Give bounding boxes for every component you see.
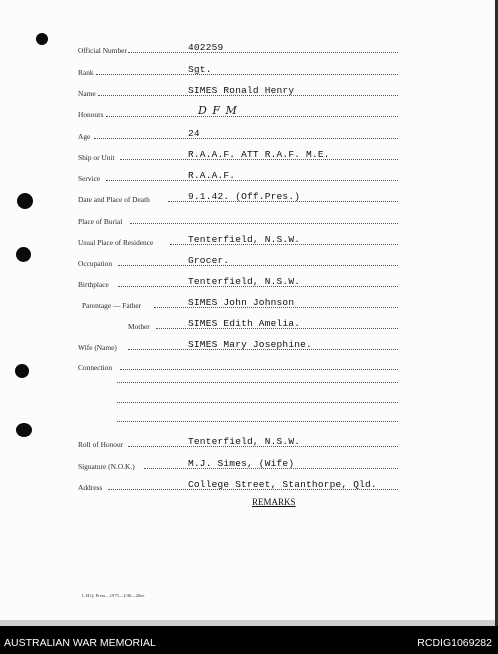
field-label: Connection: [78, 363, 113, 372]
field-occupation: [78, 252, 398, 268]
field-roll-of-honour: [78, 433, 398, 449]
field-value: College Street, Stanthorpe, Qld.: [188, 479, 377, 490]
field-label: Roll of Honour: [78, 440, 124, 449]
dotted-leader: [128, 52, 398, 53]
field-place-of-burial: [78, 210, 398, 226]
field-value: SIMES John Johnson: [188, 297, 295, 308]
field-value: R.A.A.F. ATT R.A.F. M.E.: [188, 149, 330, 160]
field-birthplace: [78, 273, 398, 289]
punch-hole: [16, 423, 32, 437]
field-honours: [78, 103, 398, 119]
field-label: Rank: [78, 68, 94, 77]
field-connection: [78, 356, 398, 372]
field-address: [78, 476, 398, 492]
dotted-leader: [118, 265, 398, 266]
dotted-leader: [106, 180, 398, 181]
field-label: Official Number: [78, 46, 127, 55]
field-value: Tenterfield, N.S.W.: [188, 234, 301, 245]
archive-footer: [0, 626, 498, 654]
field-value: Sgt.: [188, 64, 212, 75]
field-label: Usual Place of Residence: [78, 238, 154, 247]
field-name: [78, 82, 398, 98]
field-label: Birthplace: [78, 280, 109, 289]
field-label: Place of Burial: [78, 217, 123, 226]
field-label: Parentage — Father: [82, 301, 142, 310]
field-value: R.A.A.F.: [188, 170, 236, 181]
punch-hole: [36, 33, 48, 45]
field-label: Signature (N.O.K.): [78, 462, 135, 471]
field-value: SIMES Ronald Henry: [188, 85, 295, 96]
field-value: M.J. Simes, (Wife): [188, 458, 295, 469]
field-mother: [78, 315, 398, 331]
field-label: Occupation: [78, 259, 113, 268]
remarks-heading: REMARKS: [252, 497, 296, 507]
dotted-leader: [96, 74, 398, 75]
connection-line: [117, 421, 398, 422]
field-value: Tenterfield, N.S.W.: [188, 276, 301, 287]
field-date-place-death: [78, 188, 398, 204]
connection-line: [117, 382, 398, 383]
field-label: Address: [78, 483, 103, 492]
field-label: Wife (Name): [78, 343, 117, 352]
field-rank: [78, 61, 398, 77]
field-value: 9.1.42. (Off.Pres.): [188, 191, 301, 202]
footer-record-id: RCDIG1069282: [417, 637, 492, 649]
footer-institution: AUSTRALIAN WAR MEMORIAL: [4, 637, 156, 649]
punch-hole: [16, 247, 31, 262]
field-value: 24: [188, 128, 200, 139]
field-value: Tenterfield, N.S.W.: [188, 436, 301, 447]
field-signature-nok: [78, 455, 398, 471]
field-wife: [78, 336, 398, 352]
dotted-leader: [120, 369, 398, 370]
field-value: SIMES Edith Amelia.: [188, 318, 301, 329]
dotted-leader: [106, 116, 398, 117]
field-age: [78, 125, 398, 141]
punch-hole: [15, 364, 29, 378]
field-value: 402259: [188, 42, 224, 53]
print-imprint: L.H.Q. Press—1975—1/40—20m.: [82, 593, 145, 598]
field-value-handwritten: D F M: [198, 104, 238, 117]
dotted-leader: [94, 138, 398, 139]
connection-line: [117, 402, 398, 403]
field-parentage-father: [78, 294, 398, 310]
field-ship-or-unit: [78, 146, 398, 162]
field-value: Grocer.: [188, 255, 230, 266]
field-label: Date and Place of Death: [78, 195, 150, 204]
field-label: Service: [78, 174, 101, 183]
field-label: Mother: [128, 322, 150, 331]
dotted-leader: [130, 223, 398, 224]
field-label: Ship or Unit: [78, 153, 115, 162]
field-usual-residence: [78, 231, 398, 247]
field-service: [78, 167, 398, 183]
punch-hole: [17, 193, 33, 209]
field-label: Age: [78, 132, 91, 141]
field-value: SIMES Mary Josephine.: [188, 339, 312, 350]
field-label: Honours: [78, 110, 104, 119]
field-label: Name: [78, 89, 96, 98]
field-official-number: [78, 39, 398, 55]
